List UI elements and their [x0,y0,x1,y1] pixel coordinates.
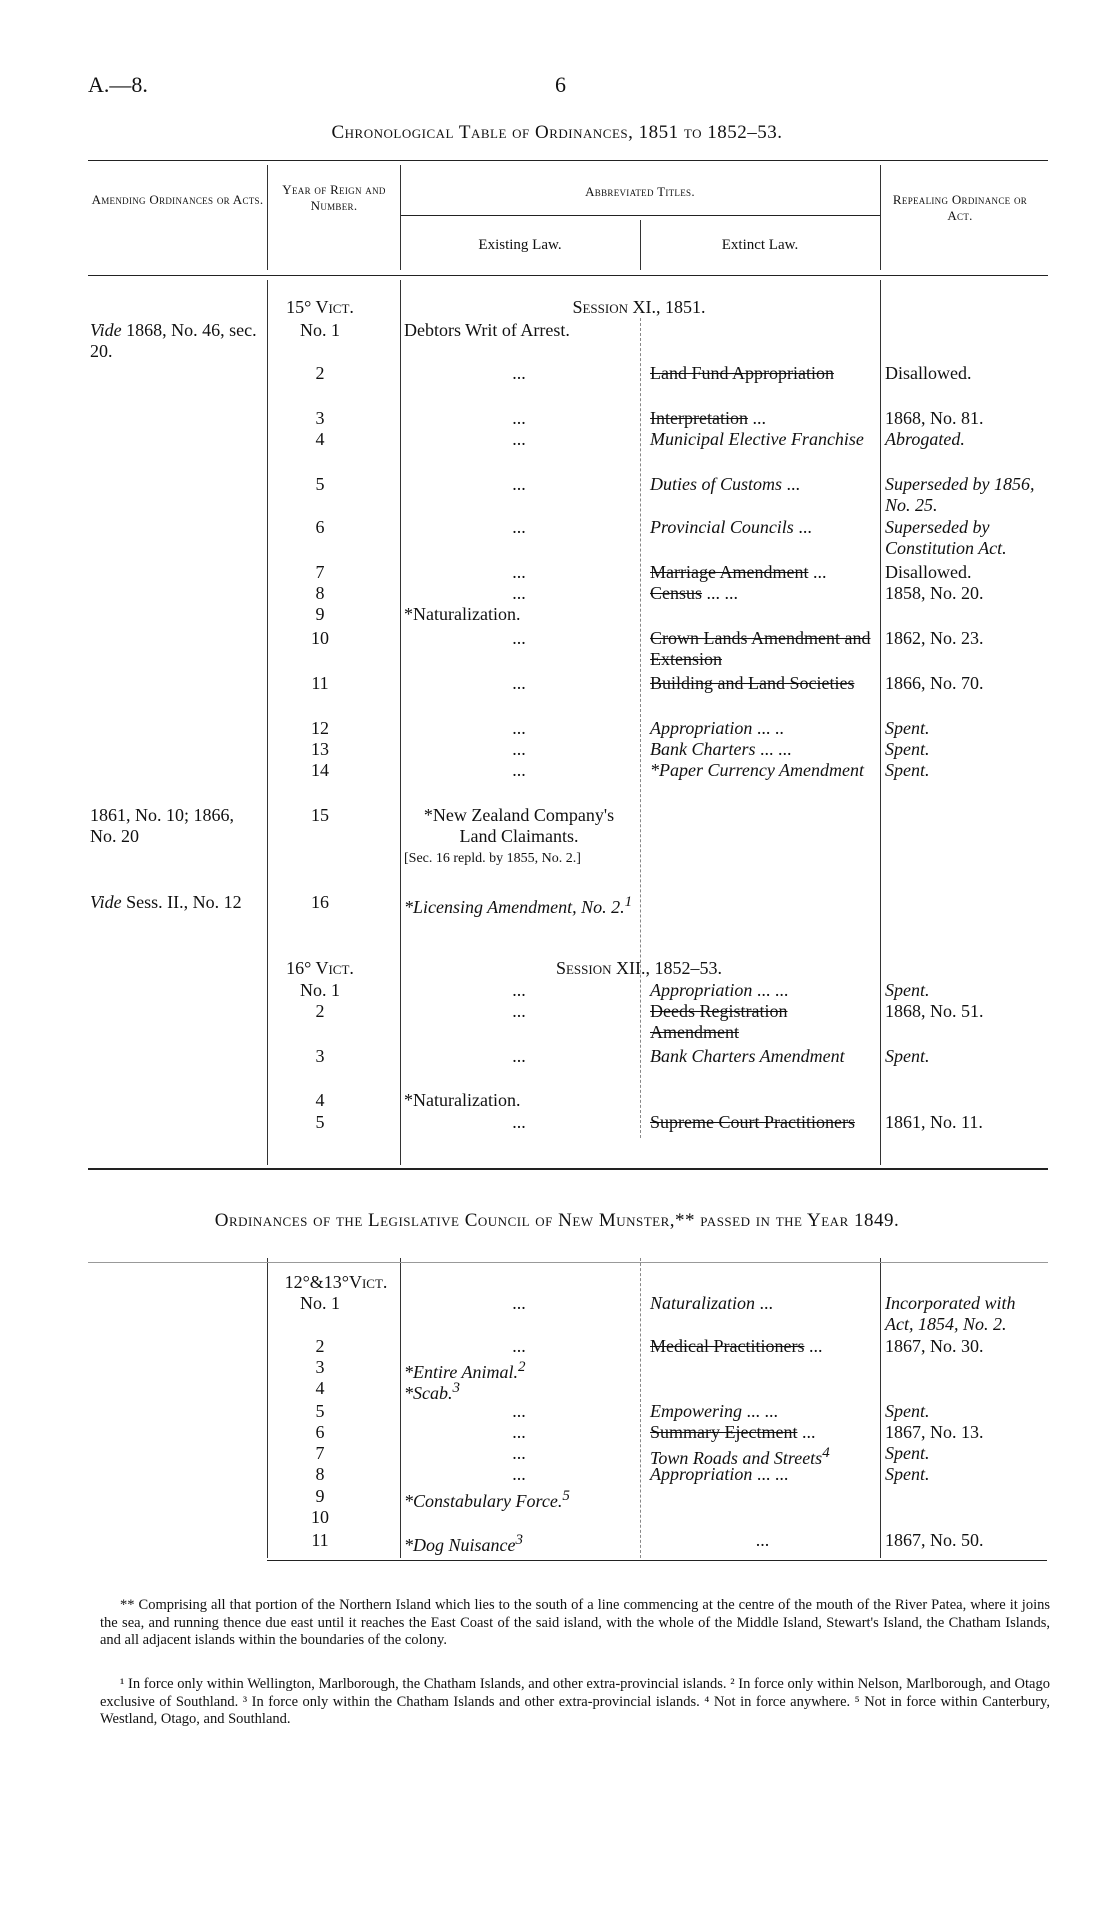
existing-cell: ... [512,1336,526,1356]
existing-cell: ... [512,408,526,428]
repealing-cell: Incorporated with Act, 1854, No. 2. [885,1293,1016,1334]
table-title: Chronological Table of Ordinances, 1851 to 1852–53. [331,122,783,143]
reign-label: 12°&13°Vict. [284,1272,388,1292]
repealing-cell: 1868, No. 51. [885,1001,984,1021]
existing-cell: ... [512,1443,526,1463]
number-cell: No. 1 [300,320,340,340]
number-cell: 2 [315,363,325,383]
extinct-cell: Empowering ... ... [650,1401,778,1421]
existing-cell: *New Zealand Company's Land Claimants. [423,805,615,846]
munster-bottom-rule [267,1560,1047,1561]
footnote-numbered: ¹ In force only within Wellington, Marlborough, the Chatham Islands, and other extra-provincial islands. ² In force only within Nelson, Marlborough, and Otago exclusive of Southland. ³ In force only within the Chatham Islands and other extra-provincial islands. ⁴ Not in force anywhere. ⁵ Not in force within Canterbury, Westland, Otago, and Southland. [100,1676,1050,1727]
existing-cell: ... [512,1001,526,1021]
existing-cell: ... [512,673,526,693]
header-existing: Existing Law. [478,237,562,253]
number-cell: 2 [315,1336,325,1356]
number-cell: No. 1 [300,1293,340,1313]
number-cell: 8 [315,1464,325,1484]
extinct-cell: Appropriation ... .. [650,718,784,738]
repealing-cell: Spent. [885,1046,930,1066]
body-col-divider [267,280,268,1165]
extinct-cell: Town Roads and Streets$^4$ [650,1445,830,1468]
amending-cell: Vide Sess. II., No. 12 [90,892,242,912]
existing-cell: ... [512,980,526,1000]
body-col-divider [400,280,401,1165]
extinct-cell: Bank Charters ... ... [650,739,792,759]
existing-cell: *Entire Animal.$^2$ [404,1359,526,1382]
repealing-cell: 1862, No. 23. [885,628,984,648]
extinct-cell: Building and Land Societies [650,673,855,693]
extinct-cell: Bank Charters Amendment [650,1046,845,1066]
abbrev-sub-rule [400,215,880,216]
footnote-star: ** Comprising all that portion of the Northern Island which lies to the south of a line commencing at the centre of the mouth of the River Patea, where it joins the sea, and running thence due east until it reaches the East Coast of the said island, with the whole of the Middle Island, Stewart's Island, the Chatham Islands, and all adjacent islands within the boundaries of the colony. [100,1597,1050,1648]
repealing-cell: Spent. [885,760,930,780]
session-label: Session XI., 1851. [572,297,706,317]
repealing-cell: Spent. [885,1401,930,1421]
extinct-cell: Duties of Customs ... [650,474,801,494]
extinct-cell: Deeds Registration Amendment [650,1001,788,1042]
repealing-cell: Spent. [885,718,930,738]
extinct-cell: Appropriation ... ... [650,980,789,1000]
number-cell: 5 [315,1112,325,1132]
existing-cell: ... [512,1401,526,1421]
extinct-cell: Crown Lands Amendment and Extension [650,628,871,669]
number-cell: 7 [315,562,325,582]
repealing-cell: Spent. [885,1443,930,1463]
number-cell: 13 [311,739,329,759]
extinct-cell: Marriage Amendment ... [650,562,827,582]
page-number: 6 [555,72,566,97]
number-cell: 4 [315,1378,325,1398]
table-top-rule [88,160,1048,161]
extinct-cell: Provincial Councils ... [650,517,812,537]
existing-cell: ... [512,1464,526,1484]
existing-cell: ... [512,718,526,738]
number-cell: 12 [311,718,329,738]
existing-cell: *Naturalization. [404,1090,521,1110]
reign-label: 16° Vict. [286,958,354,978]
number-cell: 7 [315,1443,325,1463]
number-cell: 6 [315,517,325,537]
existing-cell: ... [512,562,526,582]
number-cell: 4 [315,429,325,449]
existing-cell: ... [512,429,526,449]
extinct-cell: Appropriation ... ... [650,1464,789,1484]
number-cell: 5 [315,474,325,494]
number-cell: 10 [311,1507,329,1527]
number-cell: 5 [315,1401,325,1421]
number-cell: 14 [311,760,329,780]
munster-top-rule [88,1262,1048,1263]
number-cell: 3 [315,408,325,428]
existing-cell: ... [512,1422,526,1442]
munster-col-divider [640,1258,641,1558]
munster-title: Ordinances of the Legislative Council of New Munster,** passed in the Year 1849. [214,1210,900,1231]
munster-col-divider [400,1258,401,1558]
repealing-cell: Spent. [885,980,930,1000]
repealing-cell: Spent. [885,739,930,759]
repealing-cell: 1868, No. 81. [885,408,984,428]
existing-cell: ... [512,628,526,648]
repealing-cell: 1861, No. 11. [885,1112,983,1132]
extinct-cell: Supreme Court Practitioners [650,1112,855,1132]
existing-cell: *Dog Nuisance$^3$ [404,1532,523,1555]
extinct-cell: Census ... ... [650,583,739,603]
header-repealing: Repealing Ordinance or Act. [892,192,1028,223]
col-divider [267,165,268,270]
amending-cell: 1861, No. 10; 1866, No. 20 [90,805,234,846]
extinct-cell: Land Fund Appropriation [650,363,834,383]
existing-note: [Sec. 16 repld. by 1855, No. 2.] [404,851,581,866]
extinct-cell: Naturalization ... [650,1293,774,1313]
number-cell: 3 [315,1046,325,1066]
number-cell: 15 [311,805,329,825]
existing-cell: ... [512,1112,526,1132]
session-label: Session XII., 1852–53. [555,958,722,978]
number-cell: 9 [315,1486,325,1506]
extinct-cell: Medical Practitioners ... [650,1336,823,1356]
repealing-cell: 1867, No. 50. [885,1530,984,1550]
repealing-cell: Disallowed. [885,562,972,582]
repealing-cell: 1867, No. 13. [885,1422,984,1442]
number-cell: 8 [315,583,325,603]
repealing-cell: Disallowed. [885,363,972,383]
extinct-cell: ... [755,1530,770,1550]
repealing-cell: Spent. [885,1464,930,1484]
page-reference: A.—8. [88,72,148,97]
existing-cell: *Constabulary Force.$^5$ [404,1488,570,1511]
munster-col-divider [880,1258,881,1558]
existing-cell: ... [512,1293,526,1313]
header-bottom-rule [88,275,1048,276]
existing-cell: ... [512,363,526,383]
header-amending: Amending Ordinances or Acts. [91,192,264,207]
header-extinct: Extinct Law. [721,237,799,253]
number-cell: 4 [315,1090,325,1110]
number-cell: 2 [315,1001,325,1021]
body-col-divider [640,318,641,1138]
number-cell: No. 1 [300,980,340,1000]
existing-cell: Debtors Writ of Arrest. [404,320,570,340]
existing-cell: ... [512,739,526,759]
existing-cell: ... [512,583,526,603]
number-cell: 3 [315,1357,325,1377]
existing-cell: ... [512,474,526,494]
existing-cell: ... [512,760,526,780]
repealing-cell: 1867, No. 30. [885,1336,984,1356]
extinct-cell: Summary Ejectment ... [650,1422,816,1442]
existing-cell: *Licensing Amendment, No. 2.$^1$ [404,894,633,917]
amending-cell: Vide 1868, No. 46, sec. 20. [90,320,257,361]
existing-cell: *Naturalization. [404,604,521,624]
header-abbrev: Abbreviated Titles. [585,184,695,199]
repealing-cell: 1858, No. 20. [885,583,984,603]
table-bottom-rule [88,1168,1048,1170]
repealing-cell: Abrogated. [885,429,965,449]
extinct-cell: Municipal Elective Franchise [650,429,864,449]
reign-label: 15° Vict. [286,297,354,317]
number-cell: 9 [315,604,325,624]
extinct-cell: *Paper Currency Amendment [650,760,864,780]
header-year: Year of Reign and Number. [282,182,386,213]
repealing-cell: 1866, No. 70. [885,673,984,693]
extinct-cell: Interpretation ... [650,408,766,428]
body-col-divider [880,280,881,1165]
existing-cell: *Scab.$^3$ [404,1380,460,1403]
munster-col-divider [267,1258,268,1558]
repealing-cell: Superseded by 1856, No. 25. [885,474,1035,515]
number-cell: 16 [311,892,329,912]
col-divider [400,165,401,270]
number-cell: 6 [315,1422,325,1442]
existing-cell: ... [512,517,526,537]
number-cell: 11 [311,673,329,693]
repealing-cell: Superseded by Constitution Act. [885,517,1007,558]
existing-cell: ... [512,1046,526,1066]
number-cell: 11 [311,1530,329,1550]
number-cell: 10 [311,628,329,648]
